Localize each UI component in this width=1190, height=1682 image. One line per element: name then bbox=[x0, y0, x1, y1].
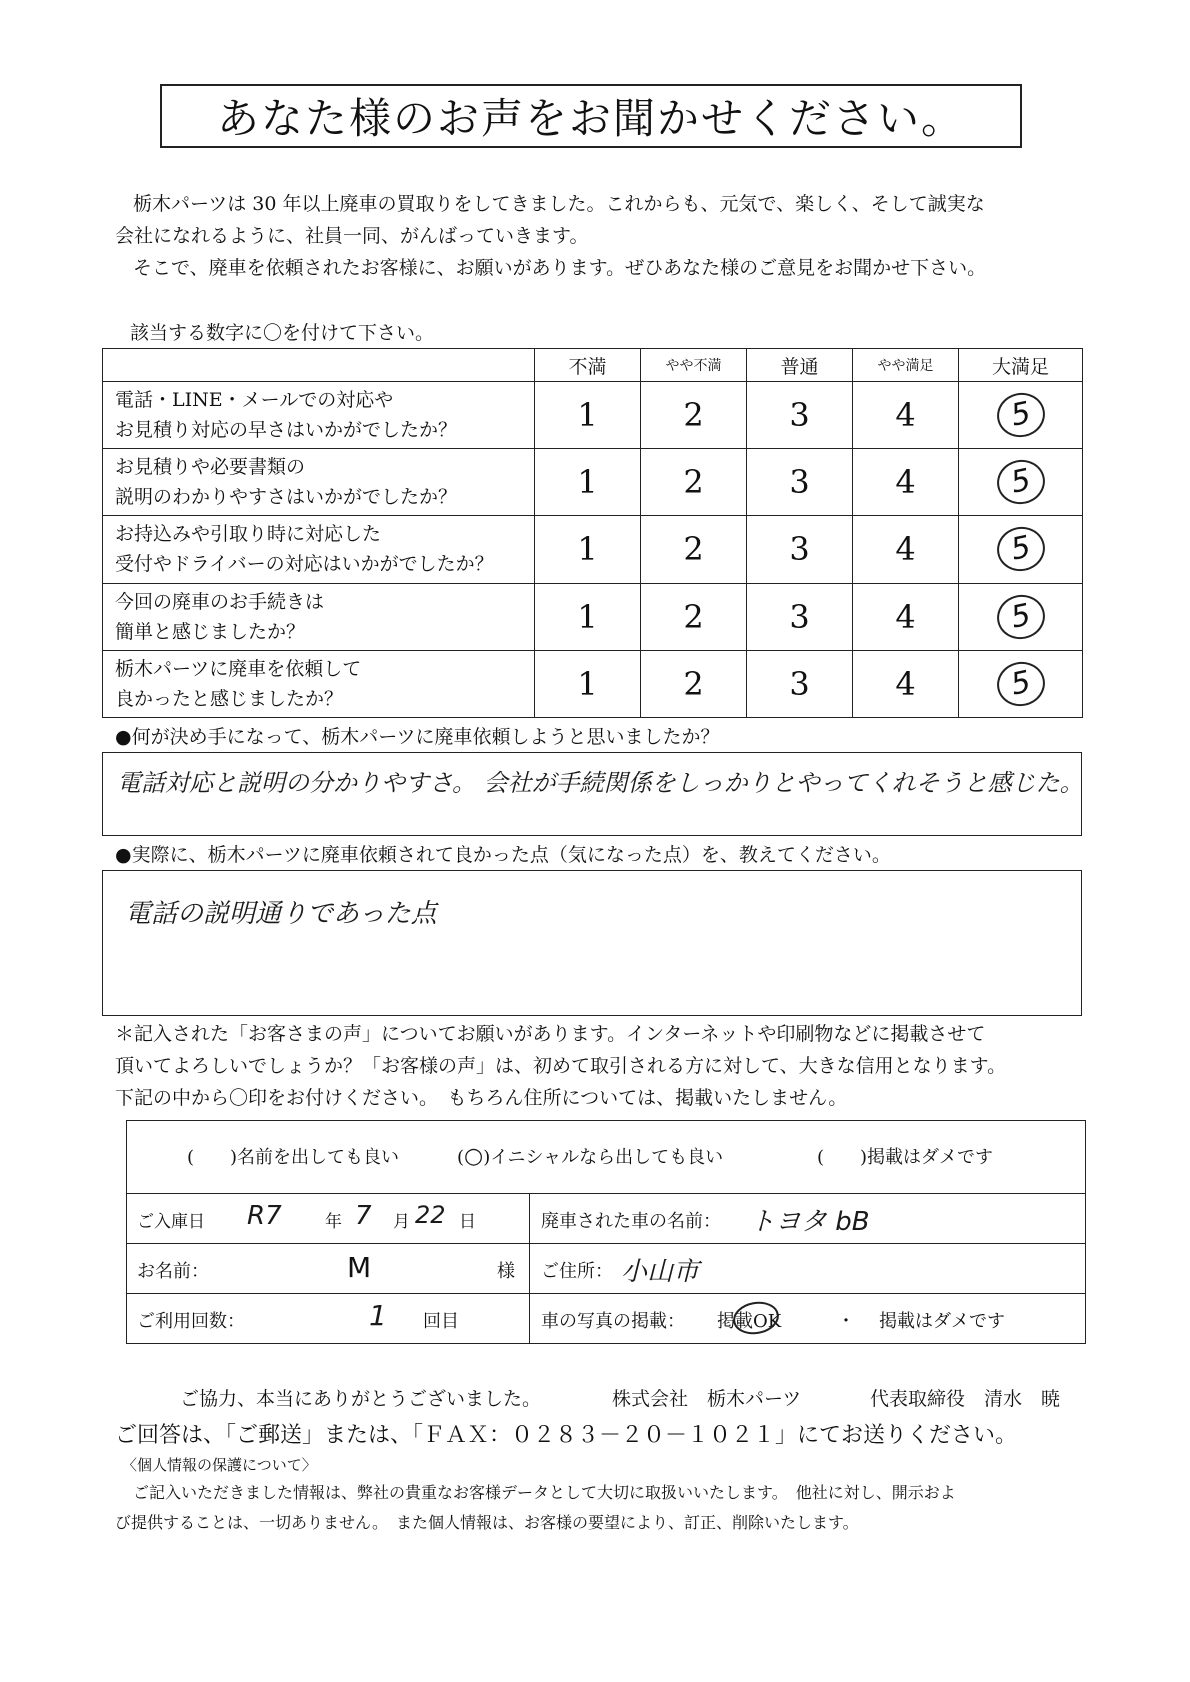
address-label: ご住所： bbox=[541, 1261, 613, 1282]
year-label: 年 bbox=[325, 1212, 342, 1232]
question-3 bbox=[103, 516, 535, 583]
rating-row-3 bbox=[103, 516, 1083, 583]
intro-line-2: 会社になれるように、社員一同、がんばっていきます。 bbox=[115, 225, 589, 247]
question-good-points: ●実際に、栃木パーツに廃車依頼されて良かった点（気になった点）を、教えてください。 bbox=[115, 844, 891, 866]
photo-separator: ・ bbox=[837, 1311, 855, 1332]
entry-date-era[interactable]: R7 bbox=[247, 1201, 282, 1231]
rating-option-5-selected[interactable] bbox=[959, 382, 1083, 449]
rating-header-row bbox=[103, 349, 1083, 382]
circled-rating: 5 bbox=[992, 389, 1048, 442]
name-label: お名前： bbox=[137, 1261, 209, 1282]
usage-count-value[interactable]: 1 bbox=[369, 1299, 387, 1332]
rating-option-1[interactable]: 1 bbox=[535, 449, 641, 516]
consent-info-box bbox=[126, 1120, 1086, 1344]
page-title bbox=[160, 84, 1022, 148]
rating-option-3[interactable]: 3 bbox=[747, 516, 853, 583]
rating-row-5 bbox=[103, 650, 1083, 717]
rating-option-4[interactable]: 4 bbox=[853, 382, 959, 449]
question-1 bbox=[103, 382, 535, 449]
consent-option-name-label: 名前を出しても良い bbox=[237, 1147, 400, 1168]
entry-date-label: ご入庫日 bbox=[137, 1212, 205, 1232]
answer-deciding-factor: 電話対応と説明の分かりやすさ。 会社が手続関係をしっかりとやってくれそうと感じた。 bbox=[117, 769, 1084, 797]
answer-box-deciding-factor[interactable] bbox=[102, 752, 1082, 836]
name-value[interactable]: M bbox=[347, 1251, 372, 1284]
question-3-line-1: お持込みや引取り時に対応した bbox=[115, 523, 382, 546]
consent-option-initials[interactable]: (○)イニシャルなら出しても良い bbox=[457, 1144, 724, 1169]
representative: 代表取締役 清水 暁 bbox=[870, 1388, 1061, 1410]
rating-option-2[interactable]: 2 bbox=[641, 650, 747, 717]
question-deciding-factor: ●何が決め手になって、栃木パーツに廃車依頼しようと思いましたか？ bbox=[115, 726, 720, 748]
header-somewhat-satisfied: やや満足 bbox=[853, 349, 959, 382]
consent-option-refuse-label: 掲載はダメです bbox=[867, 1147, 994, 1168]
month-label: 月 bbox=[393, 1212, 410, 1232]
intro-text bbox=[115, 188, 1085, 284]
consent-option-refuse[interactable]: ( )掲載はダメです bbox=[817, 1147, 994, 1168]
address-value[interactable]: 小山市 bbox=[621, 1257, 700, 1287]
note-line-3: 下記の中から〇印をお付けください。 もちろん住所については、掲載いたしません。 bbox=[115, 1087, 848, 1109]
circled-rating: 5 bbox=[992, 523, 1048, 576]
entry-date-day[interactable]: 22 bbox=[415, 1201, 446, 1229]
circled-rating: 5 bbox=[992, 590, 1048, 643]
circled-rating: 5 bbox=[992, 456, 1048, 509]
rating-option-4[interactable]: 4 bbox=[853, 449, 959, 516]
header-neutral: 普通 bbox=[747, 349, 853, 382]
rating-option-1[interactable]: 1 bbox=[535, 516, 641, 583]
rating-row-4 bbox=[103, 583, 1083, 650]
thanks-text: ご協力、本当にありがとうございました。 bbox=[180, 1388, 542, 1410]
privacy-text bbox=[115, 1478, 1095, 1538]
privacy-line-1: ご記入いただきました情報は、弊社の貴重なお客様データとして大切に取扱いいたします。 他社に対し、開示およ bbox=[133, 1483, 956, 1502]
photo-publish-label: 車の写真の掲載： bbox=[541, 1311, 685, 1332]
rating-option-4[interactable]: 4 bbox=[853, 583, 959, 650]
photo-publish-ng[interactable]: 掲載はダメです bbox=[879, 1311, 1005, 1332]
rating-option-5-selected[interactable] bbox=[959, 583, 1083, 650]
header-very-satisfied: 大満足 bbox=[959, 349, 1083, 382]
note-line-1: ＊記入された「お客さまの声」についてお願いがあります。インターネットや印刷物などに掲載させて bbox=[115, 1023, 986, 1045]
rating-option-3[interactable]: 3 bbox=[747, 449, 853, 516]
rating-table bbox=[102, 348, 1083, 718]
rating-option-5-selected[interactable] bbox=[959, 650, 1083, 717]
rating-option-2[interactable]: 2 bbox=[641, 516, 747, 583]
question-1-line-2: お見積り対応の早さはいかがでしたか？ bbox=[115, 419, 458, 442]
answer-good-points: 電話の説明通りであった点 bbox=[125, 899, 437, 929]
rating-row-1 bbox=[103, 382, 1083, 449]
publication-note bbox=[115, 1018, 1095, 1114]
question-1-line-1: 電話・LINE・メールでの対応や bbox=[115, 389, 394, 412]
rating-option-1[interactable]: 1 bbox=[535, 650, 641, 717]
rating-row-2 bbox=[103, 449, 1083, 516]
name-suffix: 様 bbox=[497, 1261, 515, 1282]
header-somewhat-dissatisfied: やや不満 bbox=[641, 349, 747, 382]
privacy-line-2: び提供することは、一切ありません。 また個人情報は、お客様の要望により、訂正、削除いたします。 bbox=[115, 1513, 859, 1532]
answer-box-good-points[interactable] bbox=[102, 870, 1082, 1016]
rating-option-2[interactable]: 2 bbox=[641, 449, 747, 516]
intro-line-1: 栃木パーツは 30 年以上廃車の買取りをしてきました。これからも、元気で、楽しく、そして誠実な bbox=[133, 193, 985, 215]
header-dissatisfied: 不満 bbox=[535, 349, 641, 382]
entry-date-month[interactable]: 7 bbox=[355, 1201, 372, 1231]
rating-option-5-selected[interactable] bbox=[959, 449, 1083, 516]
day-label: 日 bbox=[459, 1212, 476, 1232]
hand-drawn-circle-icon bbox=[731, 1299, 781, 1337]
rating-instruction: 該当する数字に〇を付けて下さい。 bbox=[130, 322, 435, 344]
rating-option-3[interactable]: 3 bbox=[747, 382, 853, 449]
company-name: 株式会社 栃木パーツ bbox=[612, 1388, 802, 1410]
note-line-2: 頂いてよろしいでしょうか？「お客様の声」は、初めて取引される方に対して、大きな信用となります。 bbox=[115, 1055, 1007, 1077]
rating-header-blank bbox=[103, 349, 535, 382]
question-5-line-2: 良かったと感じましたか？ bbox=[115, 687, 344, 710]
consent-option-name[interactable]: ( )名前を出しても良い bbox=[187, 1147, 400, 1168]
question-4-line-1: 今回の廃車のお手続きは bbox=[115, 590, 325, 613]
rating-option-4[interactable]: 4 bbox=[853, 516, 959, 583]
usage-count-label: ご利用回数： bbox=[137, 1311, 245, 1332]
page-title-text: あなた様のお声をお聞かせください。 bbox=[216, 94, 965, 143]
rating-option-3[interactable]: 3 bbox=[747, 650, 853, 717]
rating-option-2[interactable]: 2 bbox=[641, 583, 747, 650]
question-2-line-2: 説明のわかりやすさはいかがでしたか？ bbox=[115, 486, 458, 509]
car-name-value[interactable]: トヨタ bB bbox=[749, 1207, 870, 1237]
photo-ok-label: 掲載OK bbox=[717, 1311, 782, 1332]
question-2-line-1: お見積りや必要書類の bbox=[115, 456, 306, 479]
privacy-heading: 〈個人情報の保護について〉 bbox=[122, 1456, 317, 1474]
photo-publish-ok[interactable] bbox=[717, 1307, 781, 1333]
rating-option-1[interactable]: 1 bbox=[535, 583, 641, 650]
circled-rating: 5 bbox=[992, 657, 1048, 710]
rating-option-1[interactable]: 1 bbox=[535, 382, 641, 449]
usage-count-suffix: 回目 bbox=[423, 1311, 459, 1332]
question-5 bbox=[103, 650, 535, 717]
rating-option-4[interactable]: 4 bbox=[853, 650, 959, 717]
question-5-line-1: 栃木パーツに廃車を依頼して bbox=[115, 657, 362, 680]
consent-option-initials-label: イニシャルなら出しても良い bbox=[490, 1147, 724, 1168]
question-2 bbox=[103, 449, 535, 516]
rating-option-2[interactable]: 2 bbox=[641, 382, 747, 449]
question-4-line-2: 簡単と感じましたか？ bbox=[115, 620, 306, 643]
send-instruction: ご回答は、「ご郵送」または、「ＦＡＸ：０２８３－２０－１０２１」にてお送りください。 bbox=[115, 1423, 1018, 1448]
car-name-label: 廃車された車の名前： bbox=[541, 1211, 721, 1232]
rating-option-3[interactable]: 3 bbox=[747, 583, 853, 650]
question-3-line-2: 受付やドライバーの対応はいかがでしたか？ bbox=[115, 553, 494, 576]
rating-option-5-selected[interactable] bbox=[959, 516, 1083, 583]
initials-circle-mark: ○ bbox=[464, 1144, 484, 1169]
question-4 bbox=[103, 583, 535, 650]
intro-line-3: そこで、廃車を依頼されたお客様に、お願いがあります。ぜひあなた様のご意見をお聞かせ下さい。 bbox=[133, 257, 987, 279]
